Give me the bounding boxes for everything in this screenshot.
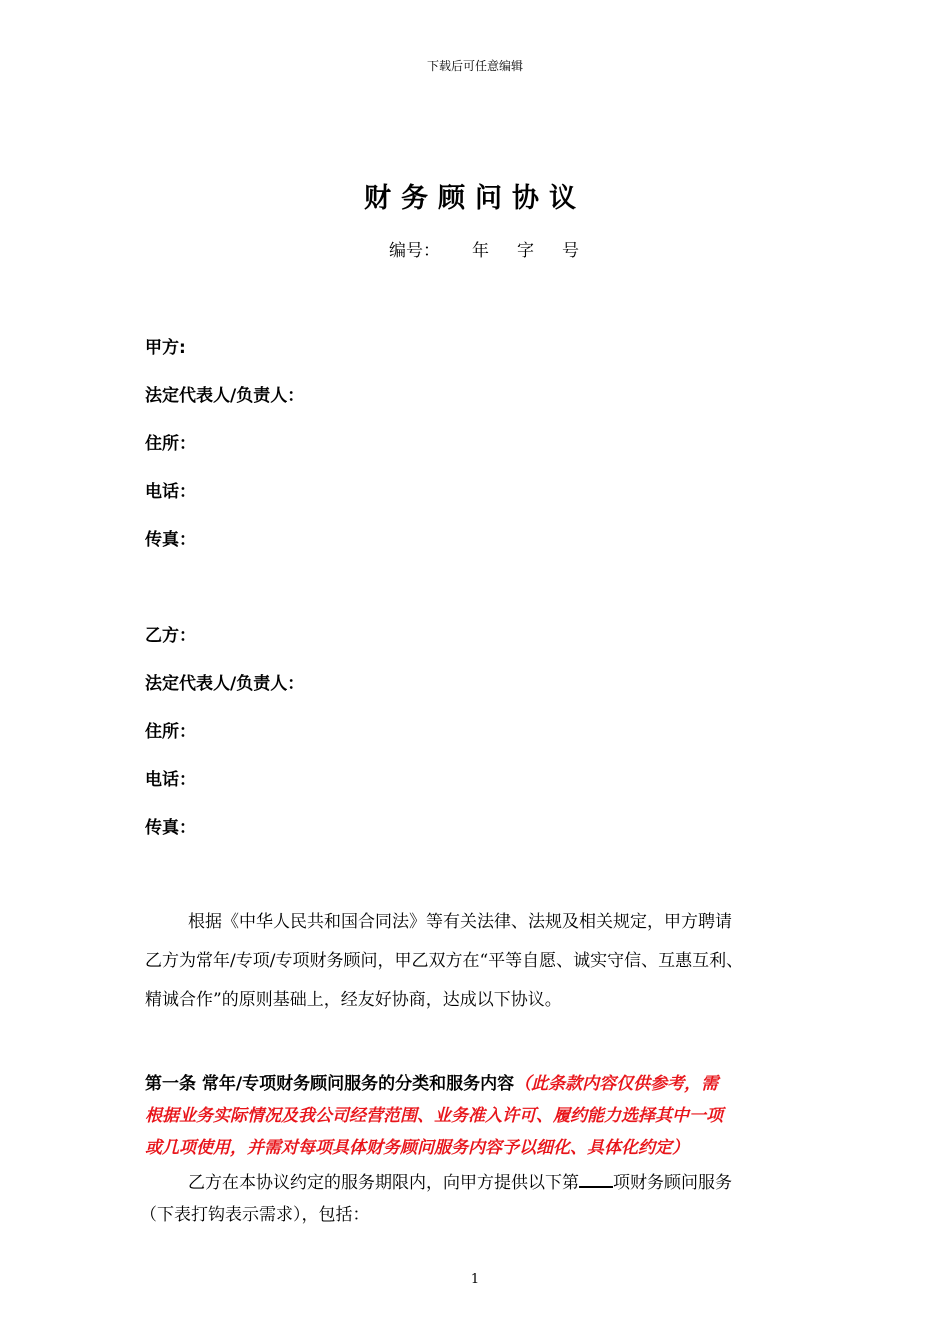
party-b-fax: 传真：: [145, 818, 196, 838]
article-1-body-line-1: [188, 1168, 732, 1193]
article-1-note-2: 根据业务实际情况及我公司经营范围、业务准入许可、履约能力选择其中一项: [145, 1106, 723, 1126]
article-1-note-1: （此条款内容仅供参考，需: [514, 1074, 719, 1094]
party-a-address: 住所：: [145, 434, 196, 454]
document-title: 财务顾问协议: [364, 183, 586, 214]
body-text-b: 项财务顾问服务: [613, 1173, 732, 1193]
party-b-rep: 法定代表人/负责人：: [145, 674, 305, 694]
article-1-heading: [145, 1069, 718, 1094]
article-1-title: 第一条 常年/专项财务顾问服务的分类和服务内容: [145, 1074, 515, 1094]
party-b-address: 住所：: [145, 722, 196, 742]
intro-line-2: 乙方为常年/专项/专项财务顾问，甲乙双方在“平等自愿、诚实守信、互惠互利、: [145, 951, 744, 971]
intro-line-1: 根据《中华人民共和国合同法》等有关法律、法规及相关规定，甲方聘请: [188, 912, 732, 932]
party-a-phone: 电话：: [145, 482, 196, 502]
number-year: 年: [472, 241, 489, 261]
number-char: 字: [517, 241, 534, 261]
body-text-a: 乙方在本协议约定的服务期限内，向甲方提供以下第: [188, 1173, 579, 1193]
document-number-line: [389, 236, 579, 261]
service-number-blank: [579, 1172, 613, 1188]
number-label: 编号：: [389, 241, 440, 261]
party-a-name: 甲方:: [145, 338, 186, 358]
page-number: 1: [470, 1272, 480, 1287]
number-num: 号: [562, 241, 579, 261]
party-b-phone: 电话：: [145, 770, 196, 790]
article-1-body-line-2: （下表打钩表示需求），包括：: [140, 1205, 370, 1225]
party-a-rep: 法定代表人/负责人：: [145, 386, 305, 406]
intro-line-3: 精诚合作”的原则基础上，经友好协商，达成以下协议。: [145, 990, 562, 1010]
article-1-note-3: 或几项使用，并需对每项具体财务顾问服务内容予以细化、具体化约定）: [145, 1138, 689, 1158]
party-a-fax: 传真：: [145, 530, 196, 550]
header-note: 下载后可任意编辑: [426, 59, 523, 73]
party-b-name: 乙方：: [145, 626, 196, 646]
